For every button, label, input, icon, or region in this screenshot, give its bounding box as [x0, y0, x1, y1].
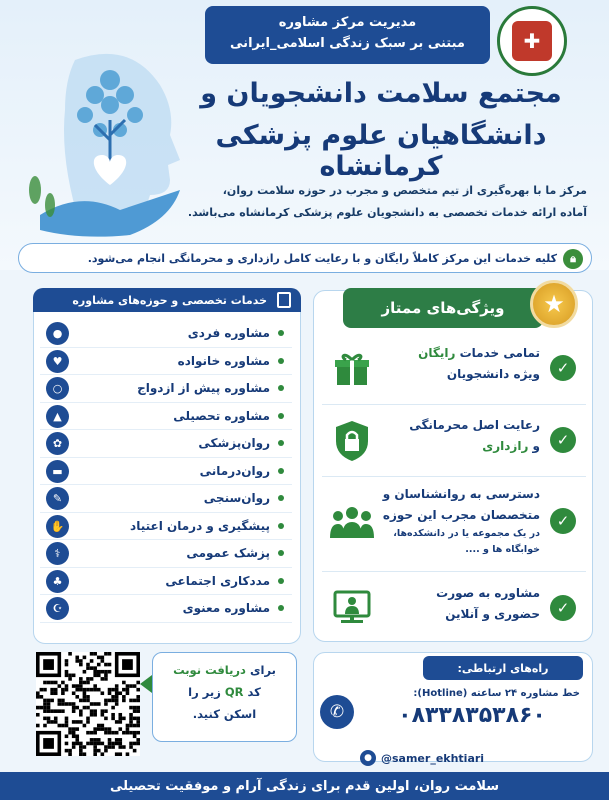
- qr-text: برای: [245, 663, 276, 677]
- service-item: [40, 458, 292, 486]
- rings-icon: ○: [46, 377, 69, 400]
- lock-icon: 🔒︎: [563, 249, 583, 269]
- service-item: [40, 568, 292, 596]
- service-item: [40, 485, 292, 513]
- service-item: [40, 348, 292, 376]
- qr-instruction-box: [152, 652, 297, 742]
- medal-star-icon: ★: [530, 280, 578, 328]
- service-item: [40, 595, 292, 623]
- intro-line1: مرکز ما با بهره‌گیری از تیم متخصص و مجرب در حوزه سلامت روان،: [222, 184, 587, 197]
- feature-text: تمامی خدمات: [455, 346, 540, 360]
- service-label: مشاوره تحصیلی: [173, 408, 270, 423]
- service-label: پزشک عمومی: [186, 546, 270, 561]
- qr-text: کد: [243, 685, 261, 699]
- check-icon: ✓: [550, 355, 576, 381]
- social-work-icon: ♣: [46, 570, 69, 593]
- shield-lock-icon: [328, 417, 376, 465]
- stethoscope-icon: ⚕: [46, 542, 69, 565]
- head-tree-illustration: [20, 40, 190, 250]
- bullet-dot: [278, 440, 284, 446]
- feature-item-online: [322, 575, 586, 645]
- features-title: ویژگی‌های ممتاز: [343, 288, 543, 328]
- service-label: مشاوره معنوی: [182, 601, 270, 616]
- service-item: [40, 430, 292, 458]
- social-handle-text: @samer_ekhtiari: [381, 751, 485, 765]
- family-icon: ♥: [46, 350, 69, 373]
- logo-emblem-icon: ✚: [512, 21, 552, 61]
- feature-highlight: رایگان: [418, 346, 456, 360]
- feature-item-experts: [322, 478, 586, 572]
- service-label: روان‌سنجی: [203, 491, 270, 506]
- arrow-left-icon: [140, 675, 152, 693]
- org-banner: [205, 6, 490, 64]
- check-icon: ✓: [550, 595, 576, 621]
- service-label: روان‌درمانی: [199, 463, 270, 478]
- feature-text: رعایت اصل محرمانگی: [409, 418, 540, 432]
- person-icon: ●: [46, 322, 69, 345]
- qr-highlight: دریافت نوبت: [173, 663, 246, 677]
- bullet-dot: [278, 330, 284, 336]
- services-title-text: خدمات تخصصی و حوزه‌های مشاوره: [72, 293, 267, 307]
- intro-line2: آماده ارائه خدمات تخصصی به دانشجویان علوم پزشکی کرمانشاه می‌باشد.: [187, 206, 587, 219]
- main-title-line1: مجتمع سلامت دانشجویان و: [200, 78, 562, 109]
- qr-code[interactable]: [36, 652, 140, 756]
- org-line2: مبتنی بر سبک زندگی اسلامی_ایرانی: [230, 36, 465, 51]
- service-label: روان‌پزشکی: [198, 436, 270, 451]
- phone-icon: ✆: [320, 695, 354, 729]
- feature-text: ویژه دانشجویان: [446, 367, 540, 381]
- services-title: [33, 288, 301, 312]
- bullet-dot: [278, 605, 284, 611]
- bullet-dot: [278, 523, 284, 529]
- feature-subtext: خوابگاه ها و ....: [465, 544, 540, 555]
- service-item: [40, 403, 292, 431]
- bullet-dot: [278, 495, 284, 501]
- couch-icon: ▬: [46, 460, 69, 483]
- bullet-dot: [278, 468, 284, 474]
- mosque-icon: ☪: [46, 597, 69, 620]
- feature-item-free: [322, 335, 586, 405]
- hand-stop-icon: ✋: [46, 515, 69, 538]
- service-label: مشاوره خانواده: [177, 353, 270, 368]
- notice-text: کلیه خدمات این مرکز کاملاً رایگان و با رعایت کامل رازداری و محرمانگی انجام می‌شود.: [87, 251, 557, 265]
- bullet-dot: [278, 550, 284, 556]
- check-icon: ✓: [550, 508, 576, 534]
- graduation-cap-icon: ▲: [46, 405, 69, 428]
- gift-icon: [328, 345, 376, 393]
- university-logo: [497, 6, 567, 76]
- bullet-dot: [278, 358, 284, 364]
- free-service-notice: [18, 243, 592, 273]
- check-icon: ✓: [550, 427, 576, 453]
- footer-banner: سلامت روان، اولین قدم برای زندگی آرام و موفقیت تحصیلی: [0, 772, 609, 800]
- service-item: [40, 320, 292, 348]
- services-list: [40, 320, 292, 623]
- main-title-line2: دانشگاهیان علوم پزشکی کرمانشاه: [215, 120, 547, 182]
- service-label: پیشگیری و درمان اعتیاد: [130, 518, 270, 533]
- feature-text: و: [528, 439, 540, 453]
- qr-highlight: QR: [224, 685, 244, 699]
- brain-icon: ✿: [46, 432, 69, 455]
- service-label: مشاوره پیش از ازدواج: [137, 381, 270, 396]
- social-handle[interactable]: [360, 748, 520, 768]
- qr-text: اسکن کنید.: [192, 707, 257, 721]
- hotline-number[interactable]: ۰۸۳۳۸۳۵۳۸۶۰: [398, 703, 546, 728]
- feature-text: مشاوره به صورت: [436, 586, 540, 600]
- feature-subtext: در یک مجموعه یا در دانشکده‌ها،: [393, 528, 540, 539]
- contact-title: راه‌های ارتباطی:: [423, 656, 583, 680]
- feature-text: حضوری و آنلاین: [445, 607, 540, 621]
- bullet-dot: [278, 385, 284, 391]
- qr-text: زیر را: [188, 685, 225, 699]
- test-icon: ✎: [46, 487, 69, 510]
- service-item: [40, 375, 292, 403]
- service-label: مشاوره فردی: [187, 326, 270, 341]
- service-label: مددکاری اجتماعی: [165, 573, 270, 588]
- feature-item-confidential: [322, 407, 586, 477]
- feature-highlight: رازداری: [482, 439, 529, 453]
- org-line1: مدیریت مرکز مشاوره: [278, 15, 417, 30]
- group-icon: [328, 498, 376, 546]
- user-icon: ●: [360, 750, 376, 766]
- feature-text: متخصصان مجرب این حوزه: [382, 508, 540, 522]
- bullet-dot: [278, 578, 284, 584]
- feature-text: دسترسی به روانشناسان و: [382, 487, 540, 501]
- bullet-dot: [278, 413, 284, 419]
- hotline-label: خط مشاوره ۲۴ ساعته (Hotline):: [413, 688, 580, 699]
- service-item: [40, 540, 292, 568]
- clipboard-icon: [277, 292, 291, 308]
- service-item: [40, 513, 292, 541]
- intro-text: [167, 180, 587, 224]
- online-consult-icon: [328, 585, 376, 633]
